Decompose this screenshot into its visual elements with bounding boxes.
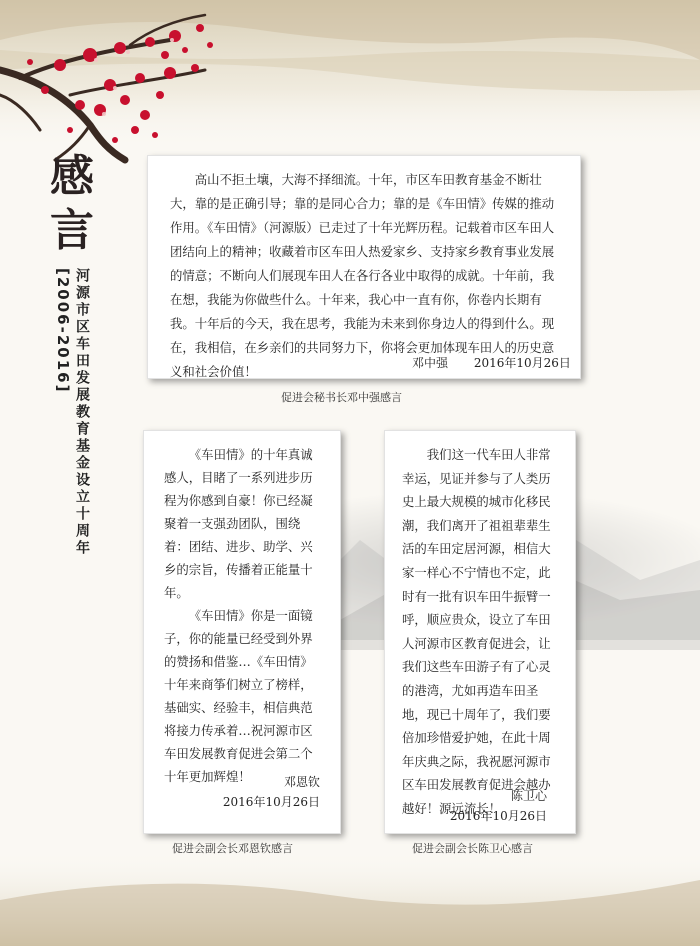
caption-chen-weixin: 促进会副会长陈卫心感言 xyxy=(412,842,533,855)
letter-paragraph: 高山不拒土壤，大海不择细流。十年，市区车田教育基金不断壮大，靠的是正确引导；靠的是同心合力；靠的是《车田情》传媒的推动作用。《车田情》（河源版）已走过了十年光辉历程。记载着市区车田人团结向上的精神；收藏着市区车田人热爱家乡、支持家乡教育事业发展的情意；不断向人们展现车田人在各行各业中取得的成就。十年前，我在想，我能为你做些什么。十年来，我心中一直有你，你卷内长期有我。十年后的今天，我在思考，我能为未来到你身边人的得到什么。现在，我相信，在乡亲们的共同努力下，你将会更加体现车田人的历史意义和社会价值！ xyxy=(170,172,555,379)
signature-date: 2016年10月26日 xyxy=(222,795,320,809)
signer-name: 陈卫心 xyxy=(510,789,547,803)
signer-name: 邓恩钦 xyxy=(283,775,320,789)
letter-body xyxy=(402,443,560,821)
caption-deng-zhongqiang: 促进会秘书长邓中强感言 xyxy=(281,391,402,404)
subtitle-years: [2006-2016] xyxy=(54,268,72,394)
letter-paragraph: 《车田情》的十年真诚感人，目睹了一系列进步历程为你感到自豪！你已经凝聚着一支强劲团队，围绕着：团结、进步、助学、兴乡的宗旨，传播着正能量十年。 xyxy=(164,447,313,600)
letter-body xyxy=(164,443,324,788)
signature-date: 2016年10月26日 xyxy=(473,356,571,370)
letter-card-deng-enqin xyxy=(143,430,341,834)
letter-card-deng-zhongqiang xyxy=(147,155,581,379)
letter-card-chen-weixin xyxy=(384,430,576,834)
letter-body xyxy=(170,168,562,384)
letter-paragraph: 我们这一代车田人非常幸运，见证并参与了人类历史上最大规模的城市化移民潮，我们离开了祖祖辈辈生活的车田定居河源，相信大家一样心不宁情也不定，此时有一批有识车田牛振臂一呼，顺应贵众，设立了车田人河源市区教育促进会，让我们这些车田游子有了心灵的港湾，尤如再造车田圣地，现已十周年了，我们要倍加珍惜爱护她，在此十周年庆典之际，我祝愿河源市区车田发展教育促进会越办越好！源远流长！ xyxy=(402,447,551,816)
letter-signature xyxy=(412,354,593,371)
caption-deng-enqin: 促进会副会长邓恩钦感言 xyxy=(172,842,293,855)
letter-paragraph: 《车田情》你是一面镜子，你的能量已经受到外界的赞扬和借鉴…《车田情》十年来商筝们树立了榜样，基础实、经验丰，相信典范将接力传承着…祝河源市区车田发展教育促进会第二个十年更加辉煌！ xyxy=(164,608,313,784)
signer-name: 邓中强 xyxy=(412,356,449,370)
page-title: 感言 xyxy=(50,151,94,256)
signature-date: 2016年10月26日 xyxy=(449,809,547,823)
subtitle-text: 河源市区车田发展教育基金设立十周年 xyxy=(74,268,90,557)
